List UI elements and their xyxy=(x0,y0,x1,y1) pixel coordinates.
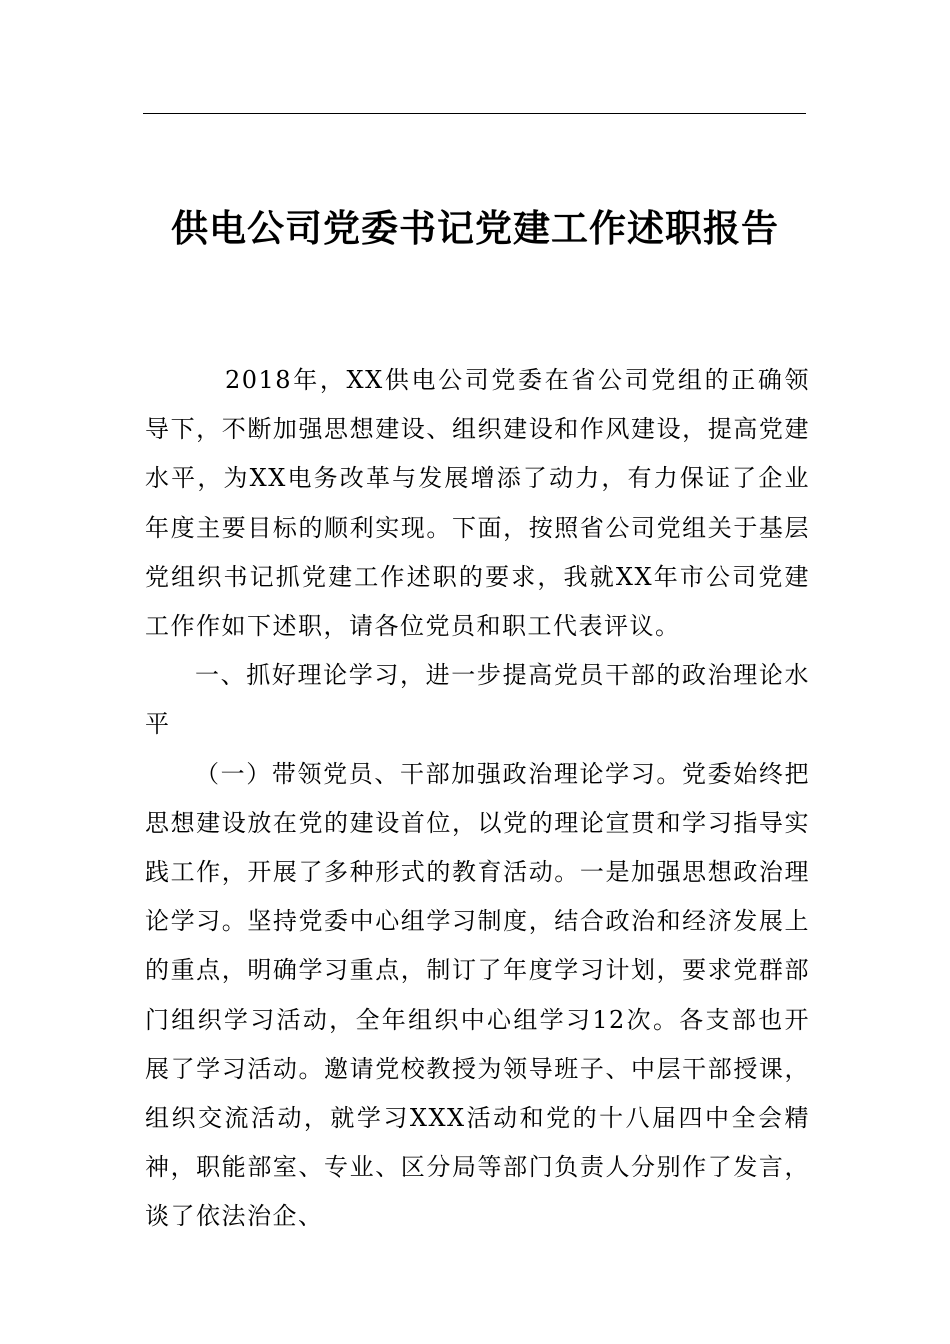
intro-paragraph: 2018年，XX供电公司党委在省公司党组的正确领导下，不断加强思想建设、组织建设和作风建设，提高党建水平，为XX电务改革与发展增添了动力，有力保证了企业年度主要目标的顺利实现。下面，按照省公司党组关于基层党组织书记抓党建工作述职的要求，我就XX年市公司党建工作作如下述职，请各位党员和职工代表评议。 xyxy=(145,366,810,641)
document-body xyxy=(145,356,810,1242)
section-heading: 一、抓好理论学习，进一步提高党员干部的政治理论水平 xyxy=(145,661,810,739)
header-rule xyxy=(143,113,806,114)
document-title: 供电公司党委书记党建工作述职报告 xyxy=(171,206,779,250)
body-paragraph: （一）带领党员、干部加强政治理论学习。党委始终把思想建设放在党的建设首位，以党的理论宣贯和学习指导实践工作，开展了多种形式的教育活动。一是加强思想政治理论学习。坚持党委中心组学习制度，结合政治和经济发展上的重点，明确学习重点，制订了年度学习计划，要求党群部门组织学习活动，全年组织中心组学习12次。各支部也开展了学习活动。邀请党校教授为领导班子、中层干部授课，组织交流活动，就学习XXX活动和党的十八届四中全会精神，职能部室、专业、区分局等部门负责人分别作了发言，谈了依法治企、 xyxy=(145,759,810,1231)
